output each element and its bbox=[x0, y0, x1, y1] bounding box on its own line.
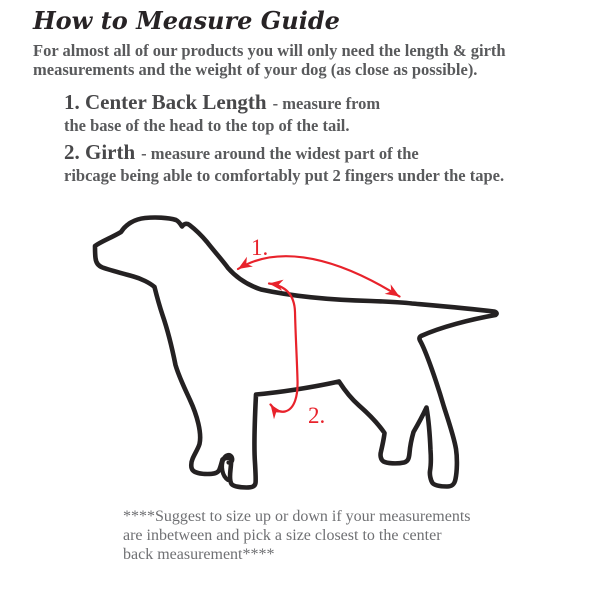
step-2-heading-line bbox=[64, 140, 504, 166]
sizing-note bbox=[123, 507, 471, 564]
step-2-desc-start: - measure around the widest part of the bbox=[141, 144, 419, 163]
step-1-heading-line bbox=[64, 90, 380, 116]
page-title: How to Measure Guide bbox=[33, 6, 340, 35]
step-center-back-length bbox=[64, 90, 380, 135]
sizing-note-line-2: are inbetween and pick a size closest to the center bbox=[123, 527, 442, 544]
sizing-note-line-1: ****Suggest to size up or down if your measurements bbox=[123, 508, 471, 525]
step-1-desc-start: - measure from bbox=[272, 94, 381, 113]
dog-measurement-diagram bbox=[75, 195, 575, 505]
intro-line-2: measurements and the weight of your dog (as close as possible). bbox=[33, 60, 478, 79]
length-arrow-label: 1. bbox=[251, 235, 269, 260]
girth-arrow-label: 2. bbox=[308, 403, 326, 428]
step-1-heading: 1. Center Back Length bbox=[64, 90, 267, 114]
step-girth bbox=[64, 140, 504, 185]
intro-line-1: For almost all of our products you will only need the length & girth bbox=[33, 41, 506, 60]
intro-paragraph bbox=[33, 41, 506, 79]
sizing-note-line-3: back measurement**** bbox=[123, 546, 275, 563]
step-2-desc-rest: ribcage being able to comfortably put 2 fingers under the tape. bbox=[64, 166, 505, 185]
step-2-heading: 2. Girth bbox=[64, 140, 136, 164]
step-1-desc-rest: the base of the head to the top of the tail. bbox=[64, 116, 350, 135]
